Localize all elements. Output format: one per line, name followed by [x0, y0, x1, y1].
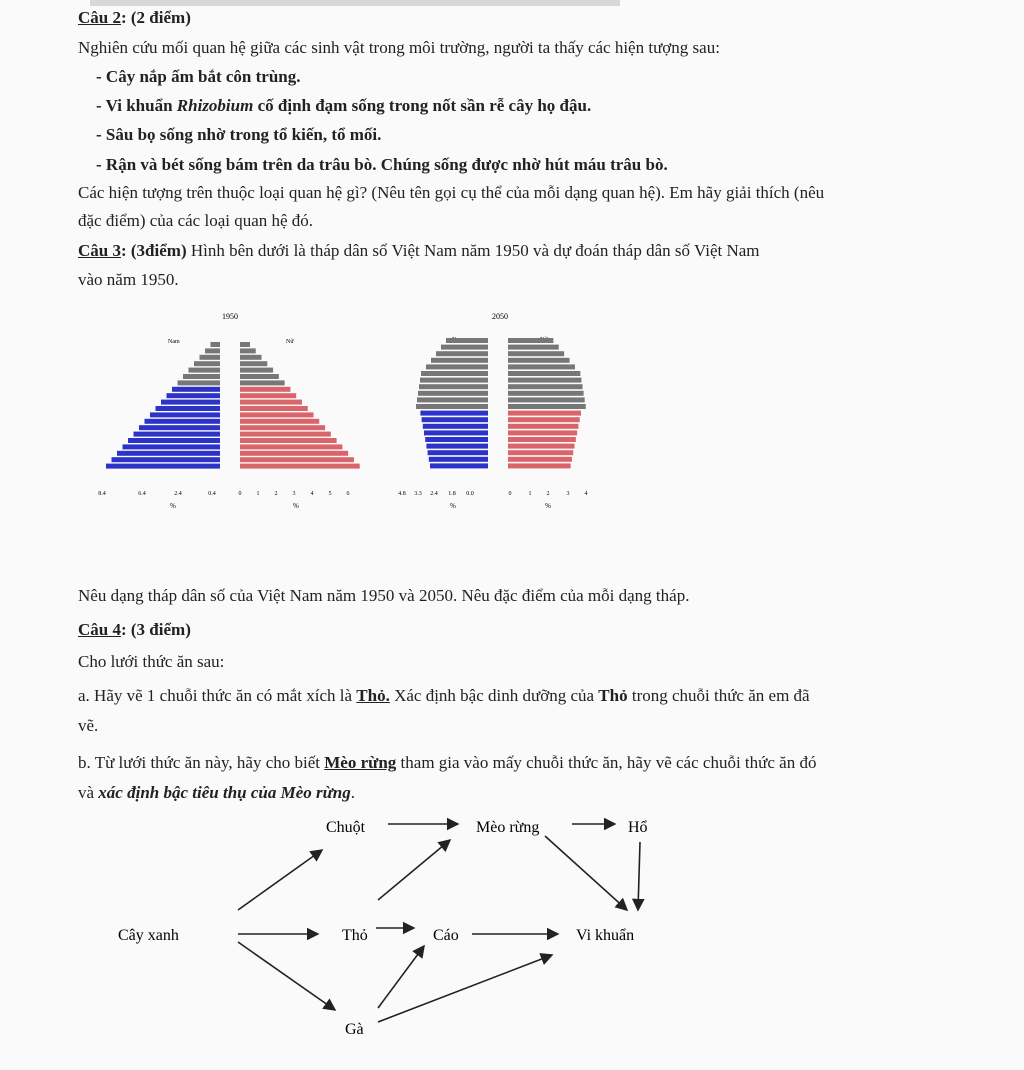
- q2-title: Câu 2: [78, 8, 121, 27]
- pyramid-1950-female-bar: [240, 380, 285, 385]
- pyramid-bars: [106, 338, 586, 469]
- pyramid-1950-female-bar: [240, 419, 319, 424]
- q3-text-line1: Hình bên dưới là tháp dân số Việt Nam năm 1950 và dự đoán tháp dân số Việt Nam: [186, 241, 760, 260]
- q2-item2-italic: Rhizobium: [176, 96, 254, 115]
- pyramid-1950-title: 1950: [222, 312, 238, 321]
- q4-b2-italic: xác định bậc tiêu thụ của Mèo rừng: [98, 783, 351, 802]
- pyramid-2050-female-bar: [508, 345, 559, 350]
- pyramid-1950-male-bar: [134, 432, 221, 437]
- pyramid-1950-female-bar: [240, 412, 314, 417]
- pyramid-ticks: [98, 491, 587, 497]
- q4-b-pre: b. Từ lưới thức ăn này, hãy cho biết: [78, 753, 325, 772]
- pyramid-1950-male-bar: [156, 406, 221, 411]
- pyramid-2050-male-bar: [441, 345, 488, 350]
- top-cropped-strip: [90, 0, 620, 6]
- population-pyramids: [90, 305, 610, 520]
- pyramid-2050-female-bar: [508, 391, 584, 396]
- pyramid-1950-male-bar: [117, 451, 220, 456]
- arrow-ho-vi-khuan: [638, 842, 640, 910]
- pyramid-1950-male-bar: [205, 348, 220, 353]
- arrow-tho-meo-rung: [378, 840, 450, 900]
- pyramid-2050-tick: 4.8: [398, 491, 406, 497]
- pyramid-1950-tick: 5: [328, 491, 332, 497]
- pyramid-1950-female-label: Nữ: [286, 339, 294, 345]
- q2-item2-pre: - Vi khuẩn: [96, 96, 177, 115]
- node-ga: Gà: [345, 1021, 364, 1038]
- pyramid-1950-female-bar: [240, 438, 337, 443]
- node-cay-xanh: Cây xanh: [118, 927, 179, 944]
- pyramid-1950-male-bar: [123, 444, 221, 449]
- q3-question: Nêu dạng tháp dân số của Việt Nam năm 1950 và 2050. Nêu đặc điểm của mỗi dạng tháp.: [78, 586, 690, 605]
- pyramid-2050-male-bar: [416, 404, 488, 409]
- q3-title: Câu 3: [78, 241, 121, 260]
- pyramid-1950-male-bar: [167, 393, 221, 398]
- q4-part-a: [78, 686, 810, 706]
- q4-intro: Cho lưới thức ăn sau:: [78, 652, 225, 671]
- pyramid-1950-male-bar: [200, 355, 221, 360]
- pyramid-2050-female-bar: [508, 351, 564, 356]
- q2-intro: Nghiên cứu mối quan hệ giữa các sinh vật trong môi trường, người ta thấy các hiện tượng sau:: [78, 38, 720, 57]
- node-vi-khuan: Vi khuẩn: [576, 927, 635, 944]
- pyramid-1950-tick: 0.4: [208, 491, 216, 497]
- pyramid-1950-female-bar: [240, 355, 262, 360]
- arrow-cay-xanh-chuot: [238, 850, 322, 910]
- pyramid-1950-female-bar: [240, 393, 296, 398]
- node-ho: Hổ: [628, 819, 648, 836]
- pyramid-2050-female-bar: [508, 378, 581, 383]
- pyramid-2050-tick: 3.3: [414, 491, 422, 497]
- pyramid-2050-male-bar: [425, 437, 488, 442]
- pyramid-1950-male-bar: [172, 387, 220, 392]
- pyramid-2050-male-bar: [424, 430, 488, 435]
- q3-text-line2: vào năm 1950.: [78, 270, 179, 289]
- pyramid-1950-tick: 2.4: [174, 491, 182, 497]
- q2-item2: [96, 96, 591, 116]
- pyramid-1950-male-bar: [139, 425, 220, 430]
- pyramid-1950-female-bar: [240, 368, 273, 373]
- pyramid-2050-tick: 4: [584, 491, 588, 497]
- pyramid-2050-tick: 1: [528, 491, 532, 497]
- pyramid-2050-pct-right: %: [545, 502, 551, 510]
- node-meo-rung: Mèo rừng: [476, 819, 540, 836]
- pyramid-2050-female-bar: [508, 404, 586, 409]
- pyramid-1950-pct-right: %: [293, 502, 299, 510]
- pyramid-2050-tick: 1.8: [448, 491, 456, 497]
- pyramid-2050-male-bar: [420, 411, 488, 416]
- pyramid-1950-female-bar: [240, 348, 256, 353]
- pyramid-2050-male-bar: [426, 444, 488, 449]
- q4-part-a-line2: vẽ.: [78, 716, 99, 735]
- pyramid-1950-male-bar: [183, 374, 220, 379]
- pyramid-1950-male-label: Nam: [168, 339, 180, 345]
- pyramid-1950-male-bar: [106, 464, 220, 469]
- pyramid-1950-female-bar: [240, 432, 331, 437]
- pyramid-2050-male-bar: [436, 351, 488, 356]
- pyramid-2050-female-bar: [508, 411, 581, 416]
- pyramid-1950-female-bar: [240, 451, 348, 456]
- pyramid-1950-tick: 8.4: [98, 491, 106, 497]
- pyramid-2050-male-bar: [419, 384, 488, 389]
- pyramid-2050-female-bar: [508, 384, 583, 389]
- pyramid-2050-female-bar: [508, 430, 577, 435]
- q4-a-mid: Xác định bậc dinh dưỡng của: [389, 686, 599, 705]
- pyramid-1950-female-bar: [240, 406, 308, 411]
- q4-points: : (3 điểm): [120, 620, 191, 639]
- arrow-cay-xanh-ga: [238, 942, 335, 1010]
- q4-a-post: trong chuỗi thức ăn em đã: [627, 686, 810, 705]
- q2-item1: - Cây nắp ấm bắt côn trùng.: [96, 67, 301, 86]
- pyramid-1950-female-bar: [240, 342, 250, 347]
- pyramid-1950-male-bar: [112, 457, 221, 462]
- pyramid-2050-male-bar: [431, 358, 488, 363]
- q2-question-line1: Các hiện tượng trên thuộc loại quan hệ gì? (Nêu tên gọi cụ thể của mỗi dạng quan hệ). Em hãy giải thích (nêu: [78, 183, 825, 202]
- pyramid-1950-female-bar: [240, 444, 342, 449]
- q2-item4: - Rận và bét sống bám trên da trâu bò. Chúng sống được nhờ hút máu trâu bò.: [96, 155, 668, 174]
- pyramid-2050-tick: 2: [546, 491, 550, 497]
- pyramid-2050-title: 2050: [492, 312, 508, 321]
- pyramid-2050-male-bar: [446, 338, 488, 343]
- q4-b-bold: Mèo rừng: [324, 753, 397, 772]
- pyramid-1950-tick: 6: [346, 491, 350, 497]
- pyramid-2050-male-bar: [417, 397, 488, 402]
- q3-points: : (3điểm): [120, 241, 187, 260]
- pyramid-1950-tick: 2: [274, 491, 278, 497]
- pyramid-2050-tick: 0.0: [466, 491, 474, 497]
- pyramid-1950-female-bar: [240, 361, 267, 366]
- q2-heading: [78, 8, 191, 28]
- pyramid-1950-tick: 3: [292, 491, 296, 497]
- pyramid-1950-male-bar: [178, 380, 221, 385]
- pyramid-1950-tick: 0: [238, 491, 242, 497]
- arrow-ga-cao: [378, 946, 424, 1008]
- pyramid-2050-male-bar: [418, 391, 488, 396]
- q4-b2-pre: và: [78, 783, 99, 802]
- q4-a-pre: a. Hãy vẽ 1 chuỗi thức ăn có mắt xích là: [78, 686, 357, 705]
- pyramid-1950-female-bar: [240, 374, 279, 379]
- pyramid-2050-pct-left: %: [450, 502, 456, 510]
- pyramid-2050-female-bar: [508, 371, 580, 376]
- pyramid-2050-male-bar: [426, 364, 488, 369]
- pyramid-1950-tick: 6.4: [138, 491, 146, 497]
- q4-b-post: tham gia vào mấy chuỗi thức ăn, hãy vẽ các chuỗi thức ăn đó: [396, 753, 817, 772]
- pyramid-1950-female-bar: [240, 425, 325, 430]
- pyramid-2050-male-bar: [423, 424, 488, 429]
- pyramid-1950-female-bar: [240, 457, 354, 462]
- q4-part-b: [78, 753, 816, 773]
- q2-points: : (2 điểm): [120, 8, 191, 27]
- pyramid-2050-female-bar: [508, 417, 580, 422]
- arrow-ga-vi-khuan: [378, 955, 552, 1022]
- pyramid-1950-male-bar: [189, 368, 221, 373]
- pyramid-2050-male-bar: [430, 463, 488, 468]
- node-cao: Cáo: [433, 927, 459, 944]
- pyramid-2050-male-bar: [421, 371, 488, 376]
- node-tho: Thỏ: [342, 927, 368, 944]
- pyramid-2050-female-bar: [508, 457, 572, 462]
- pyramid-1950-male-bar: [145, 419, 221, 424]
- q4-a-bold2: Thỏ: [598, 686, 628, 705]
- pyramid-2050-tick: 0: [508, 491, 512, 497]
- q2-item3: - Sâu bọ sống nhờ trong tổ kiến, tổ mối.: [96, 125, 382, 144]
- pyramid-2050-male-bar: [429, 457, 488, 462]
- pyramid-1950-male-bar: [161, 400, 220, 405]
- pyramid-2050-female-bar: [508, 437, 576, 442]
- pyramid-1950-tick: 1: [256, 491, 260, 497]
- pyramid-1950-male-bar: [194, 361, 220, 366]
- pyramid-1950-female-bar: [240, 464, 360, 469]
- pyramid-2050-female-bar: [508, 358, 570, 363]
- pyramid-1950-male-bar: [211, 342, 221, 347]
- pyramid-2050-male-bar: [428, 450, 488, 455]
- pyramid-1950-female-bar: [240, 400, 302, 405]
- pyramid-2050-female-bar: [508, 364, 575, 369]
- pyramid-2050-female-bar: [508, 397, 585, 402]
- pyramid-1950-pct-left: %: [170, 502, 176, 510]
- q4-b2-post: .: [350, 783, 356, 802]
- pyramid-2050-tick: 3: [566, 491, 570, 497]
- pyramid-2050-tick: 2.4: [430, 491, 438, 497]
- pyramid-2050-male-bar: [420, 378, 488, 383]
- q4-title: Câu 4: [78, 620, 121, 639]
- pyramid-1950-tick: 4: [310, 491, 314, 497]
- pyramid-1950-male-bar: [150, 412, 220, 417]
- q4-a-bold: Thỏ.: [356, 686, 390, 705]
- pyramid-2050-female-bar: [508, 424, 578, 429]
- food-web-diagram: [0, 800, 1024, 1060]
- q2-item2-post: cố định đạm sống trong nốt sần rễ cây họ đậu.: [253, 96, 592, 115]
- q3-heading: [78, 241, 760, 261]
- pyramid-2050-male-bar: [422, 417, 488, 422]
- arrow-meo-rung-vi-khuan: [545, 836, 627, 910]
- pyramid-2050-female-bar: [508, 463, 571, 468]
- pyramid-1950-male-bar: [128, 438, 220, 443]
- q2-question-line2: đặc điểm) của các loại quan hệ đó.: [78, 211, 314, 230]
- pyramid-2050-female-bar: [508, 450, 573, 455]
- pyramid-2050-female-bar: [508, 338, 553, 343]
- q4-heading: [78, 620, 191, 640]
- pyramid-1950-female-bar: [240, 387, 290, 392]
- node-chuot: Chuột: [326, 819, 366, 836]
- pyramid-2050-female-bar: [508, 444, 575, 449]
